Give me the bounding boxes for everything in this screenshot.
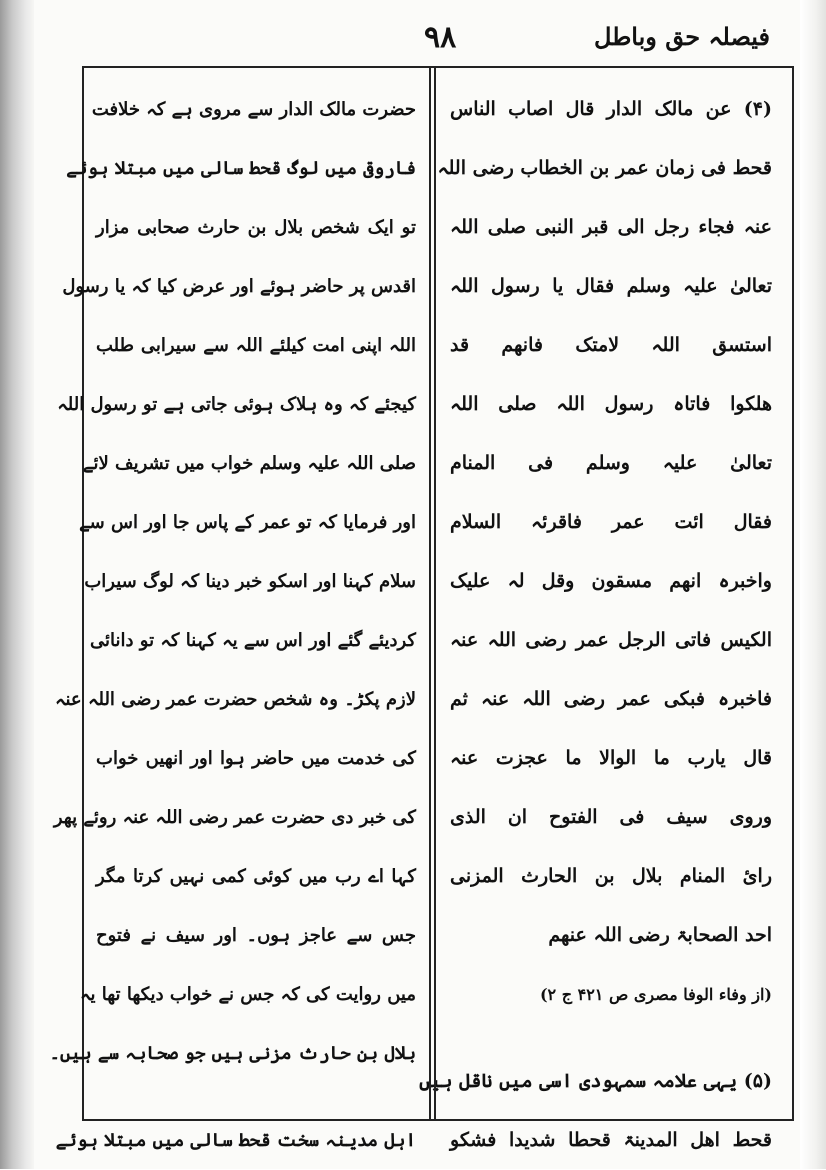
reference-citation: (از وفاء الوفا مصری ص ۴۲۱ ج ۲) bbox=[539, 985, 772, 1004]
page-header bbox=[94, 20, 770, 64]
text-line: اللہ اپنی امت کیلئے اللہ سے سیرابی طلب bbox=[96, 335, 416, 356]
text-line: فاروقی میں لوگ قحط سالی میں مبتلا ہوئے bbox=[66, 158, 416, 179]
text-line: کی خدمت میں حاضر ہوا اور انھیں خواب bbox=[96, 748, 416, 769]
book-page bbox=[34, 0, 800, 1169]
text-frame bbox=[49, 66, 794, 1151]
text-line: کی خبر دی حضرت عمر رضی اللہ عنہ روئے پھر bbox=[53, 807, 416, 828]
text-line: رائ المنام بلال بن الحارث المزنی bbox=[450, 865, 772, 887]
text-line: قحط اھل المدینۃ قحطا شدیدا فشکو bbox=[450, 1129, 772, 1151]
text-line: قال یارب ما الوالا ما عجزت عنہ bbox=[450, 747, 772, 769]
text-line: تعالیٰ علیہ وسلم فقال یا رسول اللہ bbox=[450, 275, 772, 297]
text-line: بلال بن حارث مزنی ہیں جو صحابہ سے ہیں۔ bbox=[49, 1043, 416, 1064]
running-title: فیصلہ حق وباطل bbox=[594, 22, 770, 51]
text-line: اہل مدینہ سخت قحط سالی میں مبتلا ہوئے bbox=[55, 1130, 416, 1151]
text-line: جس سے عاجز ہوں۔ اور سیف نے فتوح bbox=[96, 925, 416, 946]
text-line: استسق اللہ لامتک فانھم قد bbox=[450, 334, 772, 356]
text-line: صلی اللہ علیہ وسلم خواب میں تشریف لائے bbox=[82, 453, 416, 474]
binding-gutter bbox=[0, 0, 34, 1169]
page-number: ٩٨ bbox=[424, 20, 457, 55]
text-line: (۵) یہی علامہ سمہودی اسی میں ناقل ہیں bbox=[419, 1070, 772, 1092]
text-line: تعالیٰ علیہ وسلم فی المنام bbox=[450, 452, 772, 474]
arabic-text-column bbox=[419, 80, 772, 1170]
text-line: احد الصحابۃ رضی اللہ عنھم bbox=[548, 924, 772, 946]
text-line: میں روایت کی کہ جس نے خواب دیکھا تھا یہ bbox=[79, 984, 416, 1005]
column-divider bbox=[429, 68, 436, 1119]
text-line: واخبرہ انھم مسقون وقل لہ علیک bbox=[450, 570, 772, 592]
text-line: کیجئے کہ وہ ہلاک ہوئی جاتی ہے تو رسول اللہ bbox=[57, 394, 416, 415]
urdu-translation-column bbox=[49, 80, 416, 1170]
text-line: فاخبرہ فبکی عمر رضی اللہ عنہ ثم bbox=[450, 688, 772, 710]
text-line: حضرت مالک الدار سے مروی ہے کہ خلافت bbox=[91, 99, 416, 120]
text-line: کردیئے گئے اور اس سے یہ کہنا کہ تو دانائی bbox=[90, 630, 416, 651]
text-line: کہا اے رب میں کوئی کمی نہیں کرتا مگر bbox=[96, 866, 416, 887]
text-line: اور فرمایا کہ تو عمر کے پاس جا اور اس سے bbox=[79, 512, 416, 533]
text-line: لازم پکڑ۔ وہ شخص حضرت عمر رضی اللہ عنہ bbox=[54, 689, 416, 710]
text-line: تو ایک شخص بلال بن حارث صحابی مزار bbox=[96, 217, 416, 238]
text-line: ھلکوا فاتاہ رسول اللہ صلی اللہ bbox=[450, 393, 772, 415]
page-edge bbox=[800, 0, 826, 1169]
text-line: الکیس فاتی الرجل عمر رضی اللہ عنہ bbox=[450, 629, 772, 651]
text-line: قحط فی زمان عمر بن الخطاب رضی اللہ bbox=[437, 157, 772, 179]
text-line: (۴) عن مالک الدار قال اصاب الناس bbox=[450, 98, 772, 120]
text-line: وروی سیف فی الفتوح ان الذی bbox=[450, 806, 772, 828]
text-line: اقدس پر حاضر ہوئے اور عرض کیا کہ یا رسول bbox=[62, 276, 416, 297]
text-line: فقال ائت عمر فاقرئہ السلام bbox=[450, 511, 772, 533]
text-line: عنہ فجاء رجل الی قبر النبی صلی اللہ bbox=[450, 216, 772, 238]
text-line: سلام کہنا اور اسکو خبر دینا کہ لوگ سیراب bbox=[84, 571, 416, 592]
